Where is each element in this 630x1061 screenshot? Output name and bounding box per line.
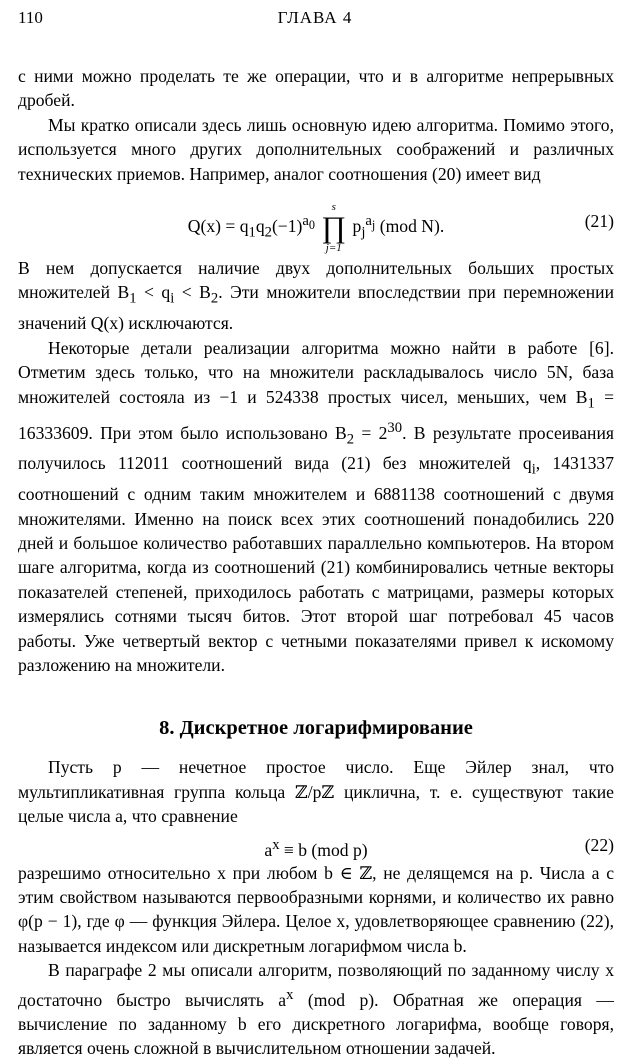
paragraph-4: Некоторые детали реализации алгоритма можно найти в работе [6]. Отметим здесь только, что на множители раскладывалось число 5N, база множителей состояла из −1 и 524338 простых чисел, меньших, чем $B_1 = 16333609$. При этом было использовано $B_2 = 2^{30}$. В результате просеивания получилось 112011 соотношений вида (21) без множителей $q_i$, 1431337 соотношений с одним таким множителем и 6881138 соотношений с двумя множителями. Именно на поиск всех этих соотношений понадобились 220 дней и большое количество работавших параллельно компьютеров. На втором шаге алгоритма, когда из соотношений (21) комбинировались четные векторы показателей степеней, приходилось работать с матрицами, размеры которых измерялись сотнями тысяч битов. Этот второй шаг потребовал 45 часов работы. Уже четвертый вектор с четными показателями привел к искомому разложению на множители. <box>18 337 615 676</box>
equation-number-21: (21) <box>584 211 614 232</box>
page-header <box>18 8 612 30</box>
paragraph-2: Мы кратко описали здесь лишь основную идею алгоритма. Помимо этого, используется много других дополнительных соображений и различных технических приемов. Например, аналог соотношения (20) имеет вид <box>18 114 614 184</box>
paragraph-6: разрешимо относительно x при любом b ∈ ℤ, не делящемся на p. Числа a с этим свойством называются первообразными корнями, и количество их равно φ(p − 1), где φ — функция Эйлера. Целое x, удовлетворяющее сравнению (22), называется индексом или дискретным логарифмом числа b. <box>18 862 614 956</box>
equation-22 <box>18 829 614 861</box>
equation-number-22: (22) <box>584 834 614 855</box>
eq22-body: $a^x \equiv b$ (mod p) <box>264 836 368 860</box>
eq21-lhs: $Q(x) = q_1q_2(-1)^{a_0}$ <box>187 213 316 241</box>
eq21-rhs: $p_j^{a_j}$ (mod N). <box>352 213 445 241</box>
page-body <box>18 64 614 1061</box>
paragraph-1: с ними можно проделать те же операции, что и в алгоритме непрерывных дробей. <box>18 66 614 111</box>
paragraph-7: В параграфе 2 мы описали алгоритм, позволяющий по заданному числу x достаточно быстро вычислять $a^x$ (mod p). Обратная же операция — вычисление по заданному b его дискретного логарифма, вообще говоря, является очень сложной в вычислительном отношении задачей. <box>18 960 614 1059</box>
paragraph-3: В нем допускается наличие двух дополнительных больших простых множителей $B_1 < q_i < B_2$. Эти множители впоследствии при перемножении значений Q(x) исключаются. <box>18 258 614 334</box>
product-symbol: s ∏ j=1 <box>321 200 347 254</box>
section-title: 8. Дискретное логарифмирование <box>159 717 473 740</box>
paragraph-5: Пусть p — нечетное простое число. Еще Эйлер знал, что мультипликативная группа кольца ℤ/pℤ циклична, т. е. существуют такие целые числа a, что сравнение <box>18 757 614 827</box>
equation-21 <box>18 186 614 256</box>
chapter-title: ГЛАВА 4 <box>277 8 353 27</box>
page-number: 110 <box>18 8 43 27</box>
